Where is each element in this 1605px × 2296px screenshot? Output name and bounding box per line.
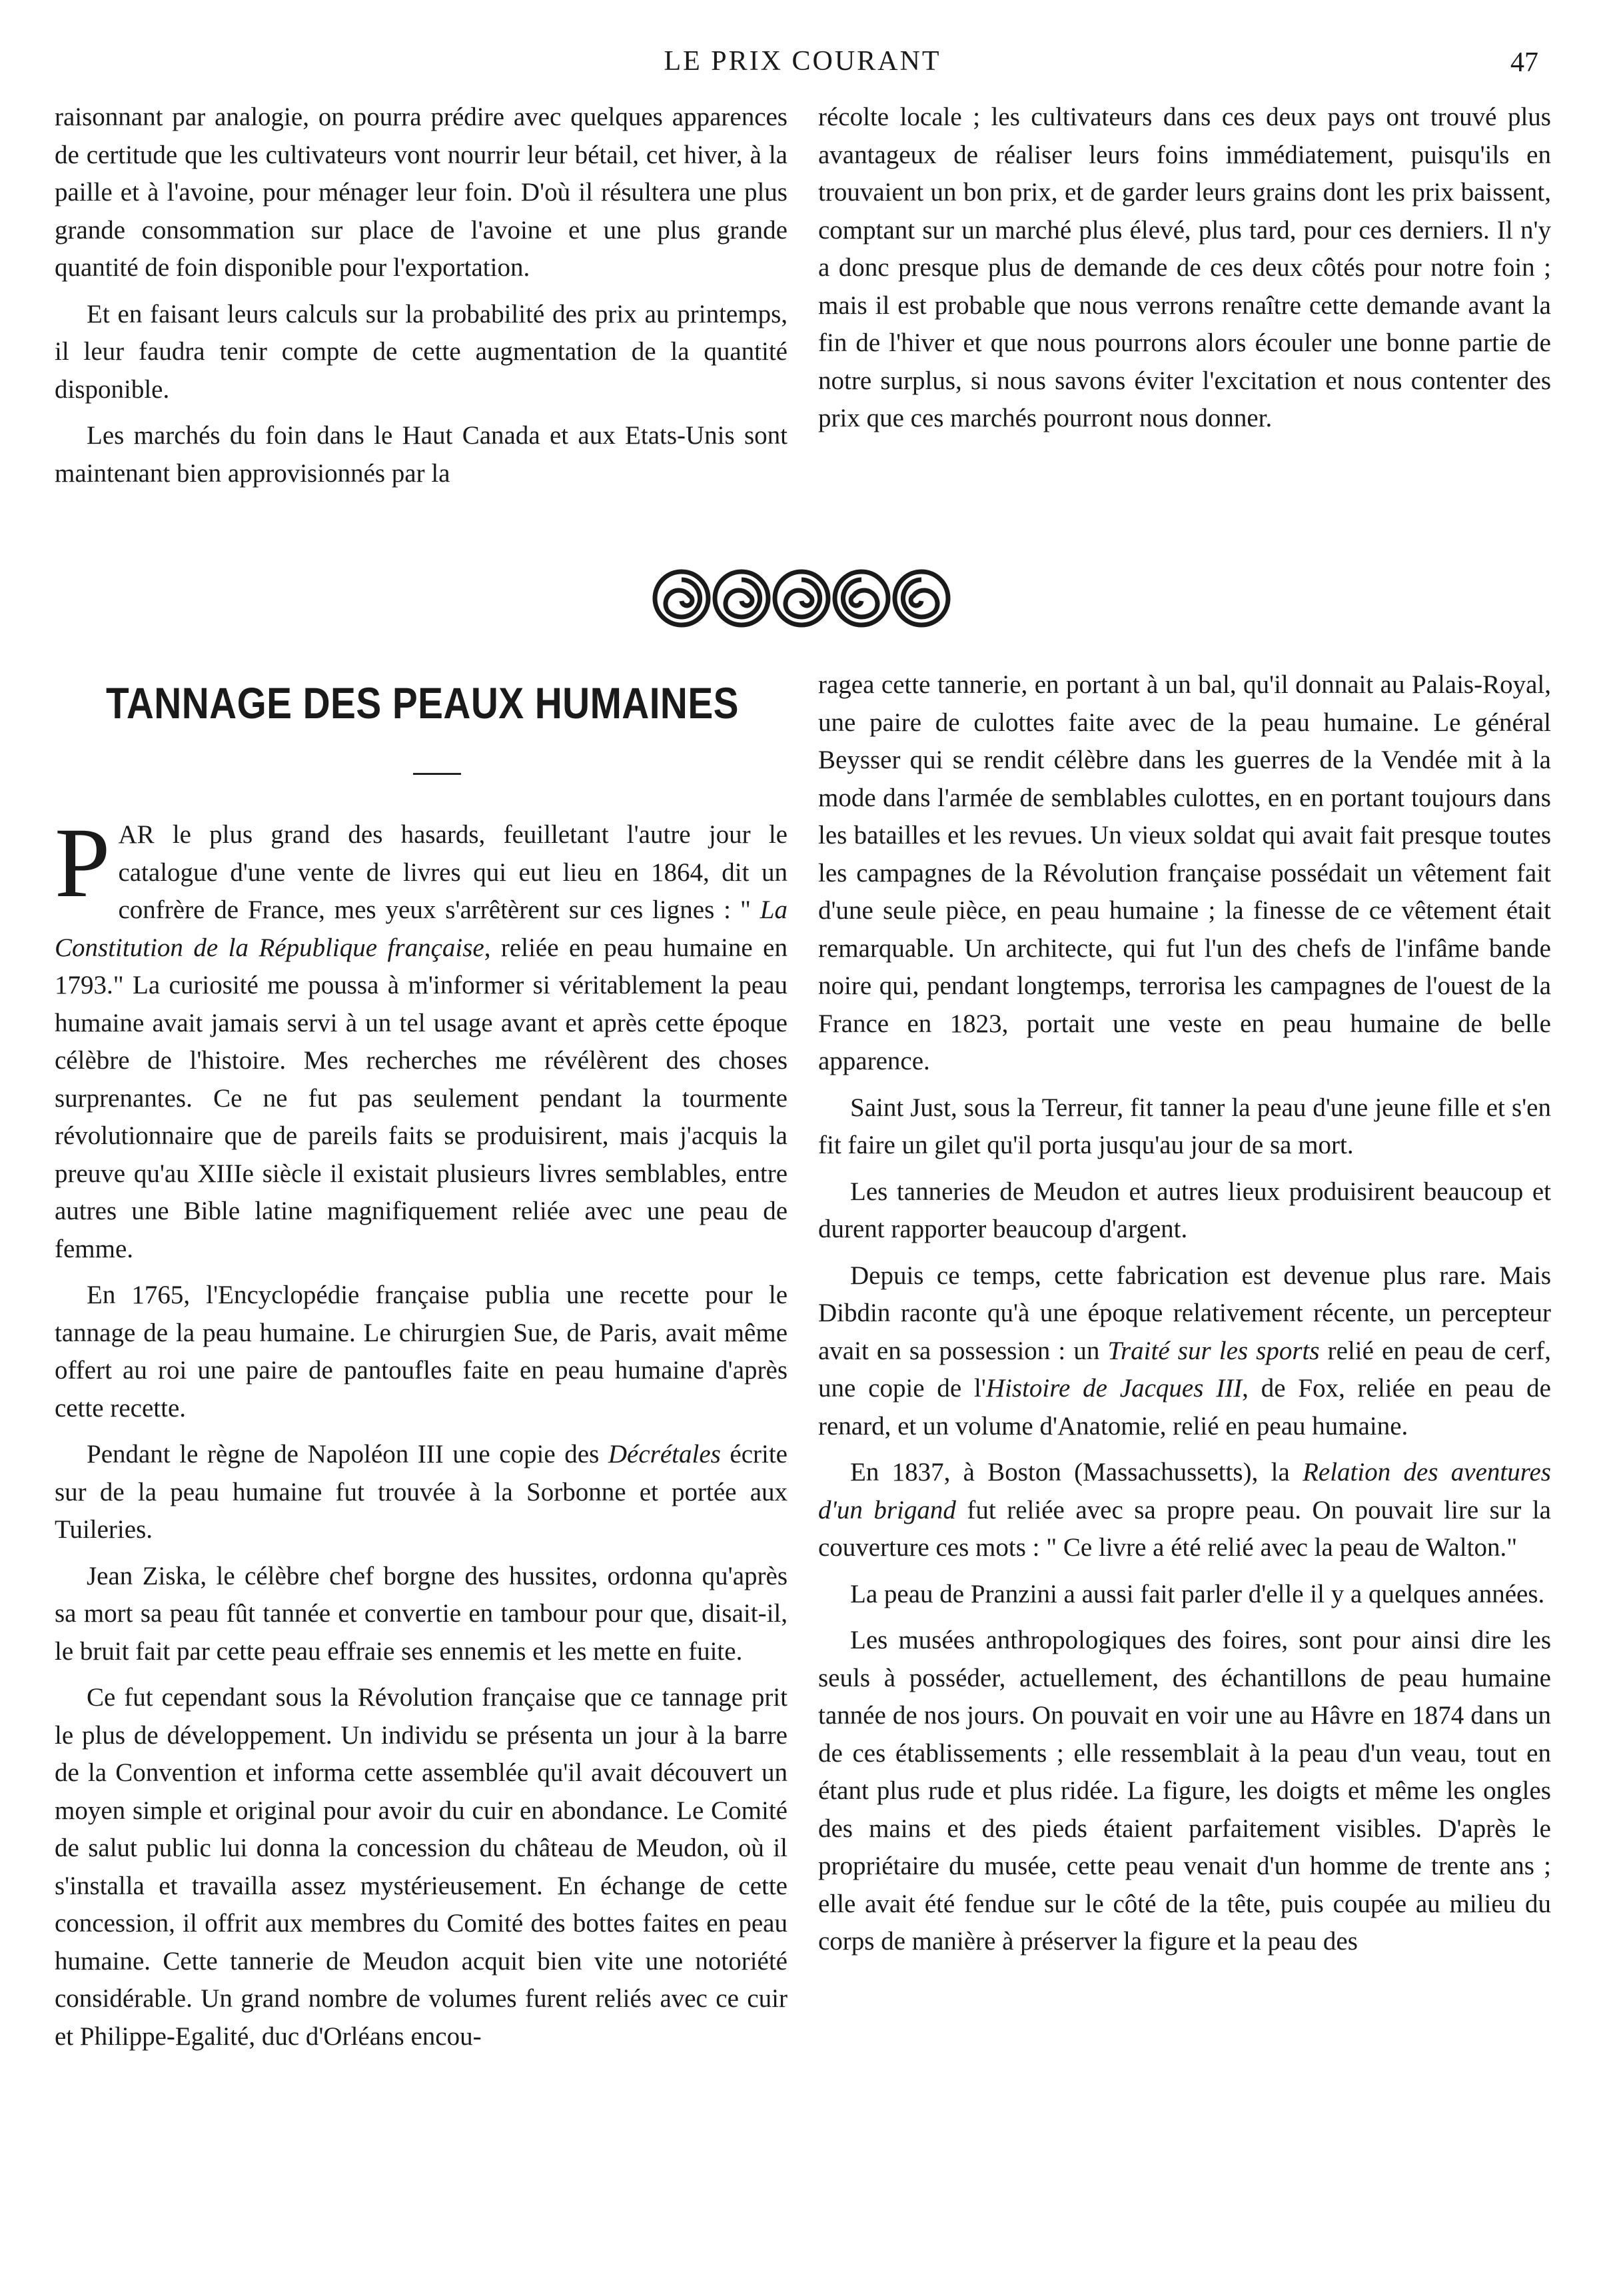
running-header: LE PRIX COURANT bbox=[664, 46, 941, 77]
paragraph: Les musées anthropologiques des foires, sont pour ainsi dire les seuls à posséder, actuellement, des échantillons de peau humaine tannée de nos jours. On pouvait en voir une au Hâvre en 1874 dans un de ces établissements ; elle ressemblait à la peau d'un veau, tout en étant plus rude et plus ridée. La figure, les doigts et même les ongles des mains et des pieds étaient parfaitement visibles. D'après le propriétaire du musée, cette peau venait d'un homme de trente ans ; elle avait été fendue sur le côté de la tête, puis coupée au milieu du corps de manière à préserver la figure et la peau des bbox=[818, 1626, 1551, 1956]
paragraph: Et en faisant leurs calculs sur la probabilité des prix au printemps, il leur faudra tenir compte de cette augmentation de la quantité disponible. bbox=[55, 299, 788, 404]
article-title: TANNAGE DES PEAUX HUMAINES bbox=[106, 678, 739, 728]
article-left-column bbox=[55, 808, 788, 2055]
paragraph: Les tanneries de Meudon et autres lieux produisirent beaucoup et durent rapporter beaucoup d'argent. bbox=[818, 1177, 1551, 1243]
paragraph: raisonnant par analogie, on pourra prédire avec quelques apparences de certitude que les cultivateurs vont nourrir leur bétail, cet hiver, à la paille et à l'avoine, pour ménager leur foin. D'où il résultera une plus grande consommation sur place de l'avoine et une plus grande quantité de foin disponible pour l'exportation. bbox=[55, 103, 788, 282]
paragraph: Ce fut cependant sous la Révolution française que ce tannage prit le plus de développement. Un individu se présenta un jour à la barre de la Convention et informa cette assemblée qu'il avait découvert un moyen simple et original pour avoir du cuir en abondance. Le Comité de salut public lui donna la concession du château de Meudon, où il s'installa et travailla assez mystérieusement. En échange de cette concession, il offrit aux membres du Comité des bottes faites en peau humaine. Cette tannerie de Meudon acquit bien vite une notoriété considérable. Un grand nombre de volumes furent reliés avec ce cuir et Philippe-Egalité, duc d'Orléans encou- bbox=[55, 1683, 788, 2051]
paragraph: Jean Ziska, le célèbre chef borgne des hussites, ordonna qu'après sa mort sa peau fût tannée et convertie en tambour pour que, disait-il, le bruit fait par cette peau effraie ses ennemis et les mette en fuite. bbox=[55, 1561, 788, 1666]
paragraph: Les marchés du foin dans le Haut Canada et aux Etats-Unis sont maintenant bien approvisionnés par la bbox=[55, 421, 788, 488]
paragraph: Saint Just, sous la Terreur, fit tanner la peau d'une jeune fille et s'en fit faire un gilet qu'il porta jusqu'au jour de sa mort. bbox=[818, 1093, 1551, 1159]
spiral-ornament-icon bbox=[645, 565, 958, 632]
title-divider bbox=[413, 773, 461, 775]
paragraph: PAR le plus grand des hasards, feuilletant l'autre jour le catalogue d'une vente de livres qui eut lieu en 1864, dit un confrère de France, mes yeux s'arrêtèrent sur ces lignes : " La Constitution de la République française, reliée en peau humaine en 1793." La curiosité me poussa à m'informer si véritablement la peau humaine avait jamais servi à un tel usage avant et après cette époque célèbre de l'histoire. Mes recherches me révélèrent des choses surprenantes. Ce ne fut pas seulement pendant la tourmente révolutionnaire que de pareils faits se produisirent, mais j'acquis la preuve qu'au XIIIe siècle il existait plusieurs livres semblables, entre autres une Bible latine magnifiquement reliée avec une peau de femme. bbox=[55, 808, 788, 1263]
paragraph: En 1765, l'Encyclopédie française publia une recette pour le tannage de la peau humaine. Le chirurgien Sue, de Paris, avait même offert au roi une paire de pantoufles faite en peau humaine d'après cette recette. bbox=[55, 1281, 788, 1423]
paragraph: Depuis ce temps, cette fabrication est devenue plus rare. Mais Dibdin raconte qu'à une époque relativement récente, un percepteur avait en sa possession : un Traité sur les sports relié en peau de cerf, une copie de l'Histoire de Jacques III, de Fox, reliée en peau de renard, et un volume d'Anatomie, relié en peau humaine. bbox=[818, 1261, 1551, 1440]
paragraph: En 1837, à Boston (Massachussetts), la Relation des aventures d'un brigand fut reliée avec sa propre peau. On pouvait lire sur la couverture ces mots : " Ce livre a été relié avec la peau de Walton." bbox=[818, 1458, 1551, 1562]
top-left-column bbox=[55, 99, 788, 492]
paragraph: ragea cette tannerie, en portant à un bal, qu'il donnait au Palais-Royal, une paire de culottes faite avec de la peau humaine. Le général Beysser qui se rendit célèbre dans les guerres de la Vendée mit à la mode dans l'armée de semblables culottes, en en portant toujours dans les batailles et les revues. Un vieux soldat qui avait fait presque toutes les campagnes de la Révolution française possédait un vêtement fait d'une seule pièce, en peau humaine ; la finesse de ce vêtement était remarquable. Un architecte, qui fut l'un des chefs de l'infâme bande noire qui, pendant longtemps, terrorisa les campagnes de l'ouest de la France en 1823, portait une veste en peau humaine de belle apparence. bbox=[818, 670, 1551, 1075]
paragraph: Pendant le règne de Napoléon III une copie des Décrétales écrite sur de la peau humaine fut trouvée à la Sorbonne et portée aux Tuileries. bbox=[55, 1440, 788, 1544]
page-number: 47 bbox=[1510, 47, 1538, 78]
drop-cap: P bbox=[55, 808, 111, 918]
paragraph: récolte locale ; les cultivateurs dans ces deux pays ont trouvé plus avantageux de réaliser leurs foins immédiatement, puisqu'ils en trouvaient un bon prix, et de garder leurs grains dont les prix baissent, comptant sur un marché plus élevé, plus tard, pour ces derniers. Il n'y a donc presque plus de demande de ces deux côtés pour notre foin ; mais il est probable que nous verrons renaître cette demande avant la fin de l'hiver et que nous pourrons alors écouler une bonne partie de notre surplus, si nous savons éviter l'excitation et nous contenter des prix que ces marchés pourront nous donner. bbox=[818, 103, 1551, 432]
paragraph: La peau de Pranzini a aussi fait parler d'elle il y a quelques années. bbox=[850, 1579, 1545, 1608]
article-right-column bbox=[818, 666, 1551, 1961]
top-right-column bbox=[818, 99, 1551, 438]
